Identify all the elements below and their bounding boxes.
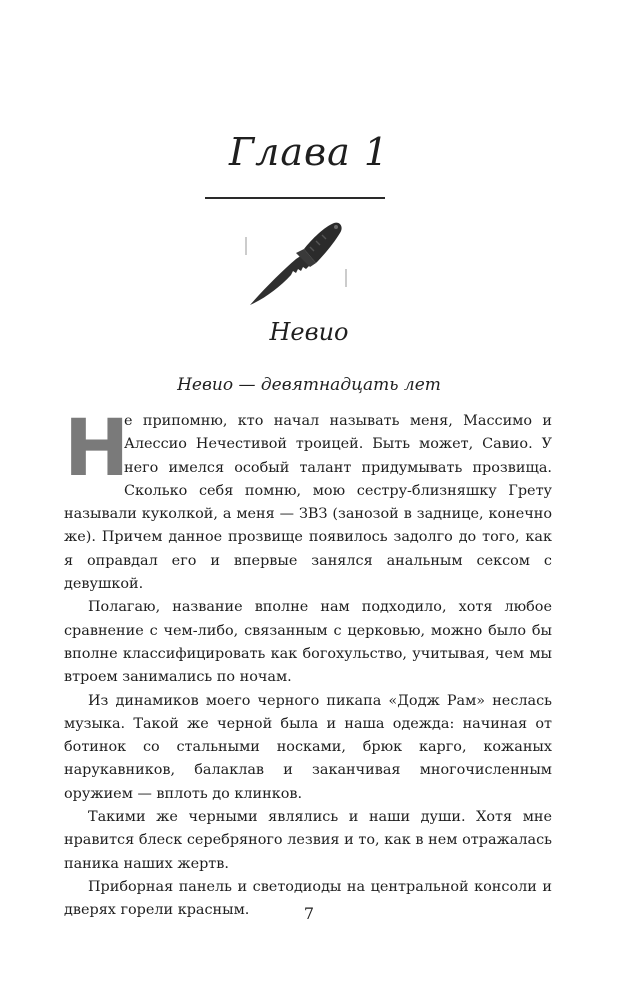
paragraph: Приборная панель и светодиоды на центральной консоли и дверях горели красным. [64, 878, 552, 919]
page-number: 7 [303, 904, 315, 923]
chapter-divider [205, 197, 385, 199]
paragraph-text: е припомню, кто начал называть меня, Массимо и Алессио Нечестивой троицей. Быть может, Савио. У него имелся особый талант придумывать прозвища. Сколько себя помню, мою сестру-близняшку Грету называли куколкой, а меня — ЗВЗ (занозой в заднице, конечно же). Причем данное прозвище появилось задолго до того, как я оправдал его и впервые занялся анальным сексом с девушкой. [64, 413, 552, 593]
paragraph: Такими же черными являлись и наши души. Хотя мне нравится блеск серебряного лезвия и то, как в нем отражалась паника наших жертв. [64, 809, 552, 872]
pov-character-name: Невио [269, 318, 349, 346]
paragraph: Из динамиков моего черного пикапа «Додж Рам» неслась музыка. Такой же черной была и наша одежда: начиная от ботинок со стальными носками, брюк карго, кожаных нарукавников, балаклав и заканчивая многочисленным оружием — вплоть до клинков. [64, 692, 552, 802]
chapter-subtitle: Невио — девятнадцать лет [177, 375, 441, 395]
paragraph: Полагаю, название вполне нам подходило, хотя любое сравнение с чем-либо, связанным с церковью, можно было бы вполне классифицировать как богохульство, учитывая, чем мы втроем занимались по ночам. [64, 599, 552, 686]
paragraph [64, 404, 552, 596]
drop-cap: Н [64, 404, 130, 494]
knife-icon [240, 215, 352, 311]
body-text [64, 404, 552, 923]
chapter-title: Глава 1 [228, 130, 390, 174]
